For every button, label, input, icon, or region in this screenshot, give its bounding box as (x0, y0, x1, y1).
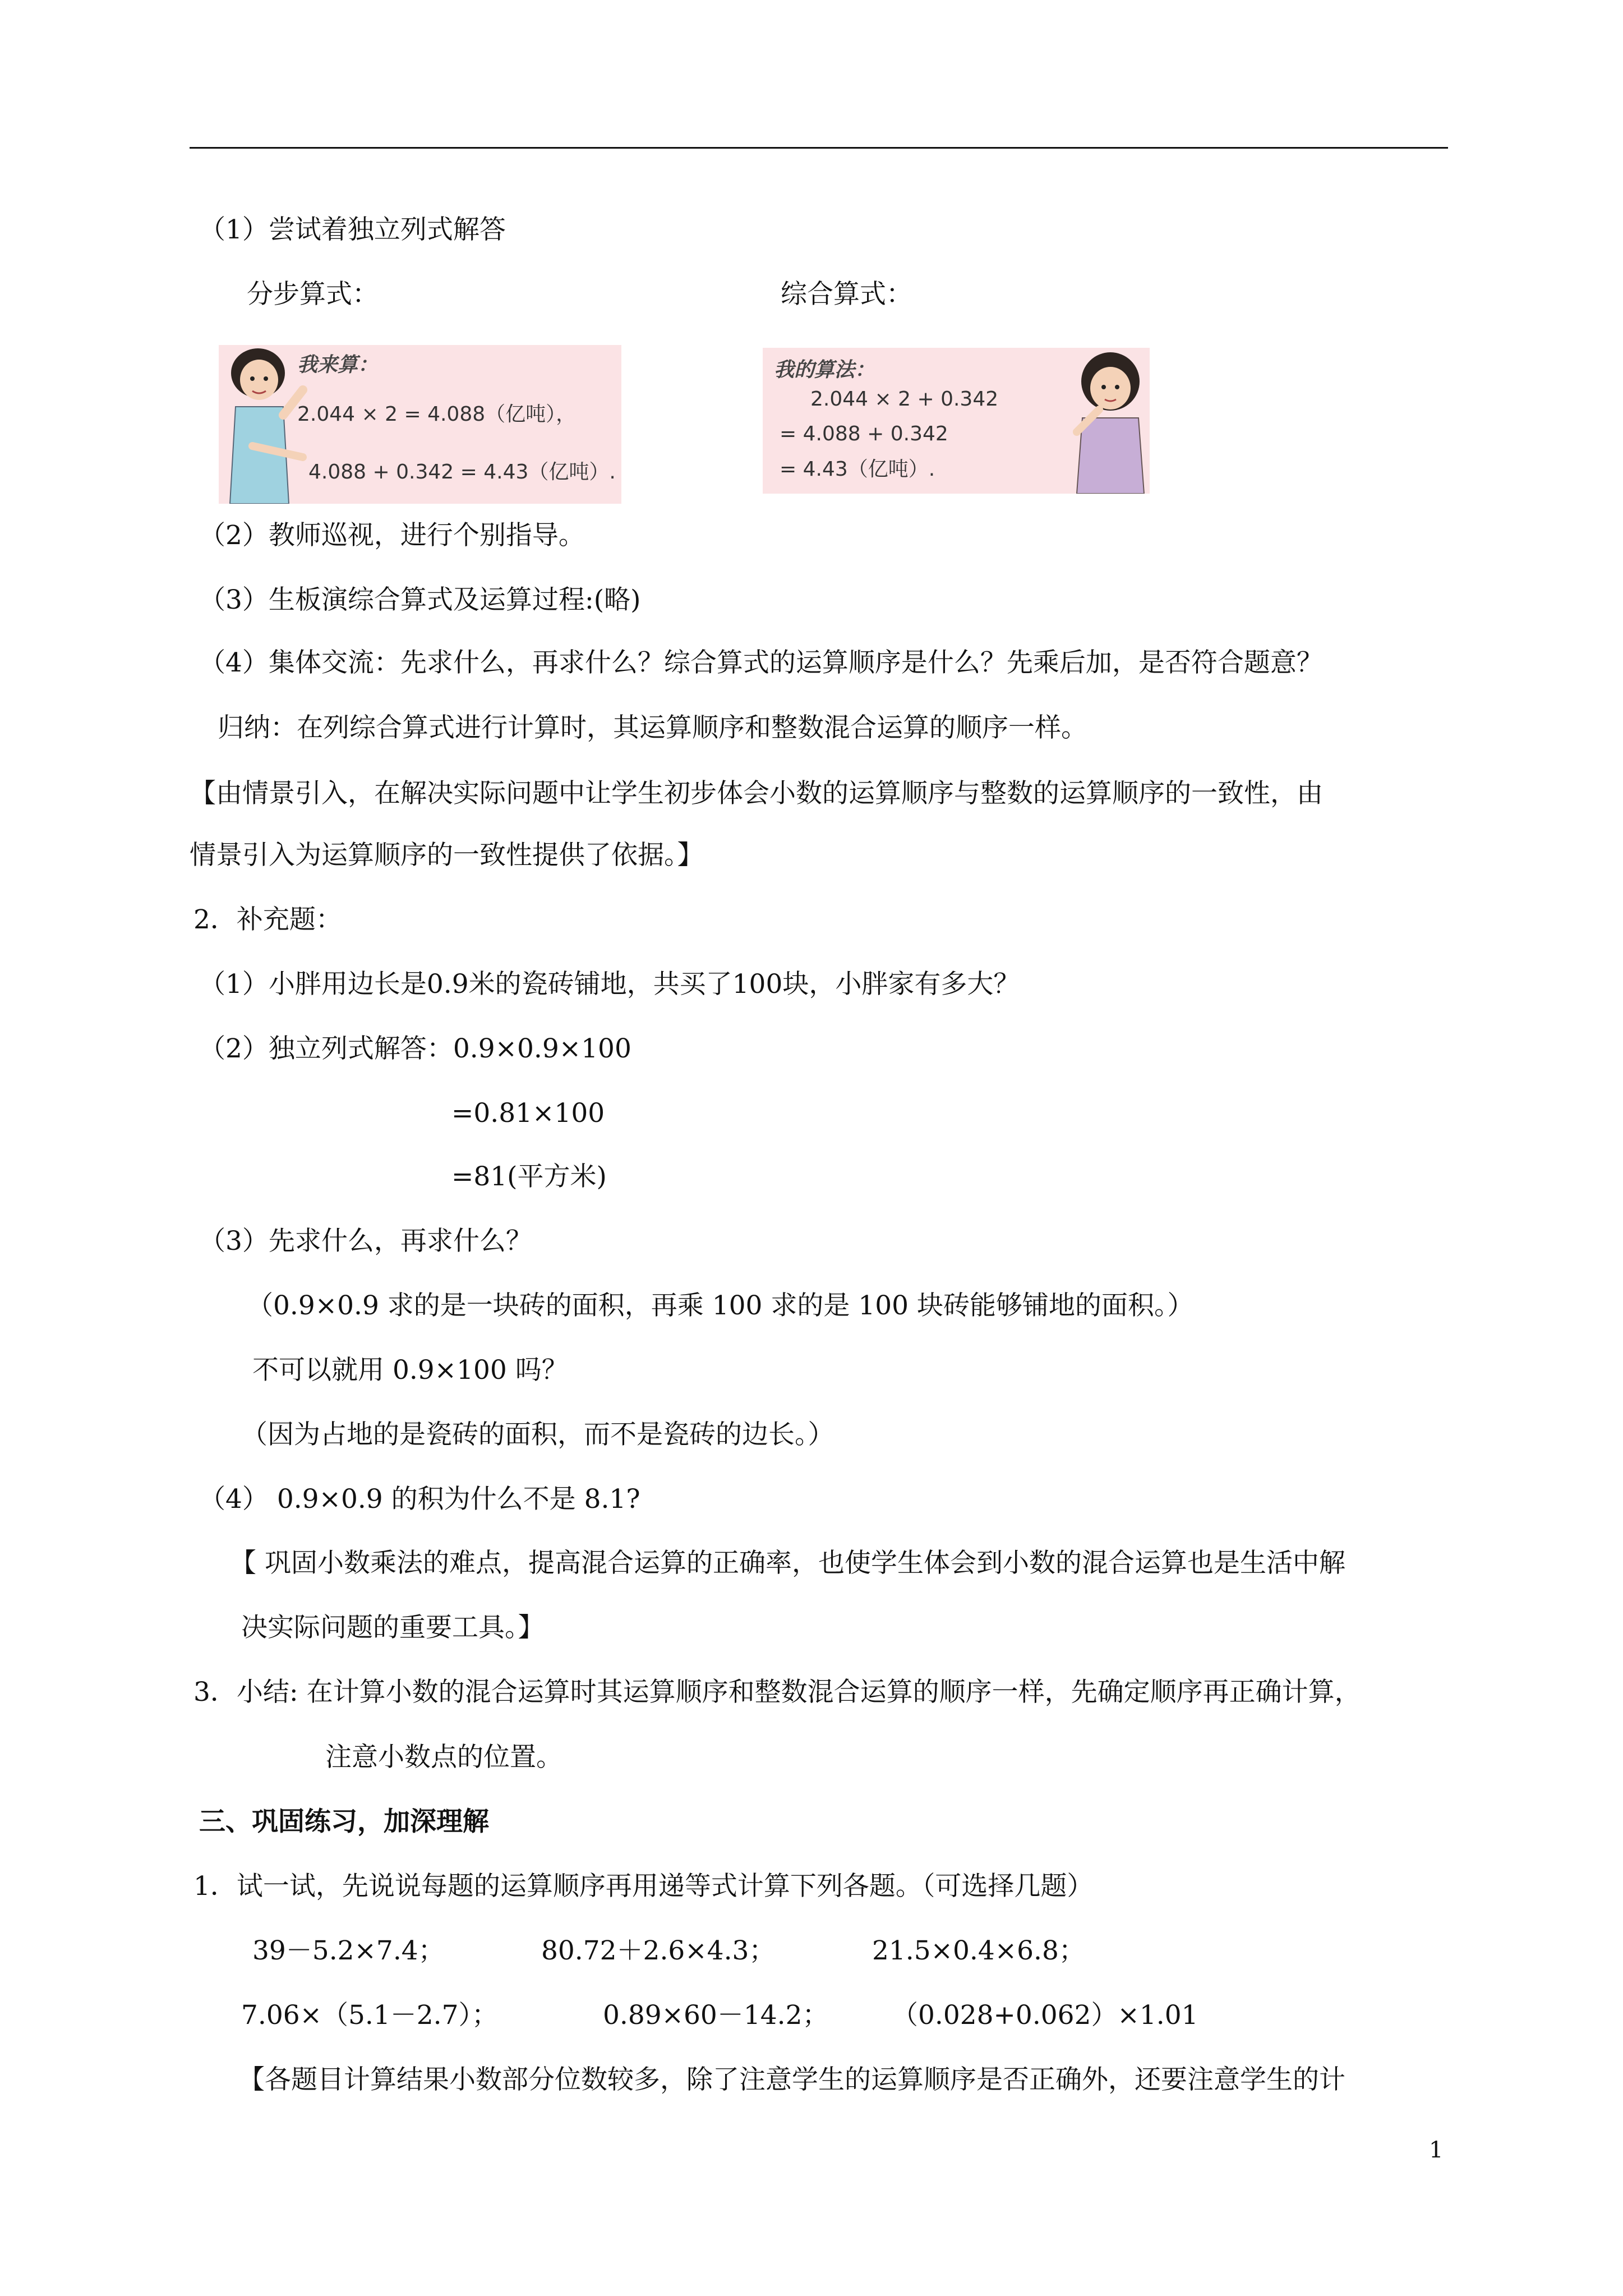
note-3: 【各题目计算结果小数部分位数较多，除了注意学生的运算顺序是否正确外，还要注意学生的计 (238, 2064, 1345, 2095)
question-3-answer: （0.9×0.9 求的是一块砖的面积，再乘 100 求的是 100 块砖能够铺地的面积。） (247, 1290, 1194, 1321)
page-number: 1 (1429, 2137, 1444, 2163)
summary-line1: 3．小结: 在计算小数的混合运算时其运算顺序和整数混合运算的顺序一样，先确定顺序再正确计算， (193, 1677, 1361, 1708)
left-card-eq1: 2.044 × 2 = 4.088（亿吨）， (297, 403, 577, 426)
combined-calc-card (763, 348, 1150, 494)
note-2-line2: 决实际问题的重要工具。】 (241, 1612, 545, 1643)
step-label: 分步算式： (247, 279, 379, 310)
question-2-step3: =81(平方米) (451, 1161, 607, 1192)
line-summary-rule: 归纳：在列综合算式进行计算时，其运算顺序和整数混合运算的顺序一样。 (218, 712, 1087, 743)
header-rule (190, 147, 1448, 149)
summary-line2: 注意小数点的位置。 (325, 1742, 562, 1773)
right-card-eq1: 2.044 × 2 + 0.342 (810, 388, 999, 411)
exercise-4: 7.06×（5.1－2.7）； (241, 2000, 499, 2031)
question-3-reason: （因为占地的是瓷砖的面积，而不是瓷砖的边长。） (241, 1419, 834, 1450)
section-3-heading: 三、巩固练习，加深理解 (199, 1806, 489, 1837)
left-card-title: 我来算： (297, 353, 379, 376)
question-1: （1）小胖用边长是0.9米的瓷砖铺地，共买了100块，小胖家有多大？ (199, 969, 1020, 1000)
question-3: （3）先求什么，再求什么？ (199, 1226, 532, 1257)
section-supplement: 2．补充题： (193, 904, 342, 935)
exercise-1: 39－5.2×7.4； (252, 1935, 445, 1966)
note-2-line1: 【 巩固小数乘法的难点，提高混合运算的正确率，也使学生体会到小数的混合运算也是生活中解 (230, 1548, 1345, 1579)
right-card-eq3: = 4.43（亿吨）. (780, 458, 935, 481)
step-calc-card (219, 345, 621, 504)
note-1-line2: 情景引入为运算顺序的一致性提供了依据。】 (190, 840, 704, 871)
combined-label: 综合算式： (781, 279, 912, 310)
girl-figure (1066, 348, 1150, 494)
question-2-step2: =0.81×100 (451, 1098, 605, 1129)
question-3-followup: 不可以就用 0.9×100 吗？ (252, 1355, 568, 1386)
left-card-eq2: 4.088 + 0.342 = 4.43（亿吨）. (308, 461, 616, 484)
line-board: （3）生板演综合算式及运算过程:(略) (199, 585, 641, 615)
note-1-line1: 【由情景引入，在解决实际问题中让学生初步体会小数的运算顺序与整数的运算顺序的一致性，由 (190, 778, 1323, 809)
line-teacher-guide: （2）教师巡视，进行个别指导。 (199, 520, 585, 551)
step-heading: （1）尝试着独立列式解答 (199, 214, 506, 245)
right-card-eq2: = 4.088 + 0.342 (780, 422, 948, 445)
exercise-3: 21.5×0.4×6.8； (872, 1935, 1085, 1966)
exercise-5: 0.89×60－14.2； (603, 2000, 829, 2031)
exercise-6: （0.028+0.062）×1.01 (892, 2000, 1198, 2031)
question-4: （4） 0.9×0.9 的积为什么不是 8.1? (199, 1484, 640, 1515)
practice-instruction: 1．试一试，先说说每题的运算顺序再用递等式计算下列各题。（可选择几题） (193, 1871, 1094, 1902)
line-discussion: （4）集体交流：先求什么，再求什么？综合算式的运算顺序是什么？先乘后加，是否符合题意？ (199, 647, 1323, 678)
exercise-2: 80.72＋2.6×4.3； (541, 1935, 776, 1966)
question-2: （2）独立列式解答：0.9×0.9×100 (199, 1033, 631, 1064)
right-card-title: 我的算法： (774, 358, 875, 381)
